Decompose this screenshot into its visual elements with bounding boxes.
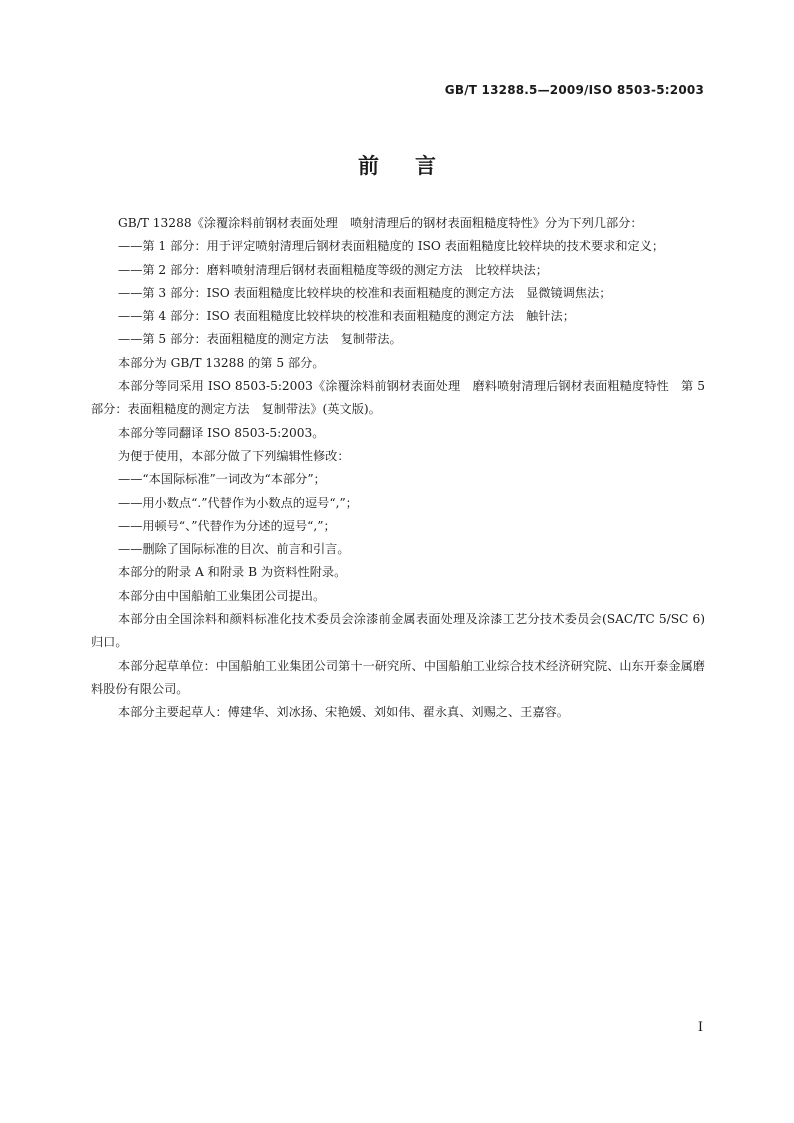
standard-code-header: GB/T 13288.5—2009/ISO 8503-5:2003 bbox=[444, 83, 704, 97]
paragraph: GB/T 13288《涂覆涂料前钢材表面处理 喷射清理后的钢材表面粗糙度特性》分为下列几部分： bbox=[118, 216, 643, 230]
list-item: ——删除了国际标准的目次、前言和引言。 bbox=[118, 542, 350, 557]
list-item: ——第 3 部分：ISO 表面粗糙度比较样块的校准和表面粗糙度的测定方法 显微镜调焦法； bbox=[118, 285, 612, 300]
list-item: ——第 1 部分：用于评定喷射清理后钢材表面粗糙度的 ISO 表面粗糙度比较样块的技术要求和定义； bbox=[118, 239, 665, 254]
paragraph: 本部分由中国船舶工业集团公司提出。 bbox=[118, 588, 326, 603]
list-item: ——第 2 部分：磨料喷射清理后钢材表面粗糙度等级的测定方法 比较样块法； bbox=[118, 262, 548, 277]
list-item: ——“本国际标准”一词改为“本部分”； bbox=[118, 472, 326, 487]
paragraph: 本部分主要起草人：傅建华、刘冰扬、宋艳媛、刘如伟、翟永真、刘赐之、王嘉容。 bbox=[118, 705, 569, 720]
paragraph: 本部分等同采用 ISO 8503-5:2003《涂覆涂料前钢材表面处理 磨料喷射清理后钢材表面粗糙度特性 第 5 部分：表面粗糙度的测定方法 复制带法》(英文版)。 bbox=[91, 379, 705, 417]
foreword-body bbox=[91, 212, 705, 725]
paragraph: 本部分由全国涂料和颜料标准化技术委员会涂漆前金属表面处理及涂漆工艺分技术委员会(SAC/TC 5/SC 6)归口。 bbox=[91, 612, 705, 650]
page-number: I bbox=[697, 1020, 703, 1035]
page-title: 前言 bbox=[358, 154, 472, 178]
list-item: ——用顿号“、”代替作为分述的逗号“,”； bbox=[118, 518, 336, 533]
list-item: ——第 4 部分：ISO 表面粗糙度比较样块的校准和表面粗糙度的测定方法 触针法； bbox=[118, 309, 575, 324]
paragraph: 本部分起草单位：中国船舶工业集团公司第十一研究所、中国船舶工业综合技术经济研究院、山东开泰金属磨料股份有限公司。 bbox=[91, 658, 705, 696]
paragraph: 本部分为 GB/T 13288 的第 5 部分。 bbox=[118, 355, 325, 370]
list-item: ——第 5 部分：表面粗糙度的测定方法 复制带法。 bbox=[118, 332, 402, 347]
paragraph: 本部分等同翻译 ISO 8503-5:2003。 bbox=[118, 425, 325, 440]
paragraph: 本部分的附录 A 和附录 B 为资料性附录。 bbox=[118, 565, 347, 580]
list-item: ——用小数点“.”代替作为小数点的逗号“,”； bbox=[118, 495, 358, 510]
paragraph: 为便于使用，本部分做了下列编辑性修改： bbox=[118, 448, 350, 463]
